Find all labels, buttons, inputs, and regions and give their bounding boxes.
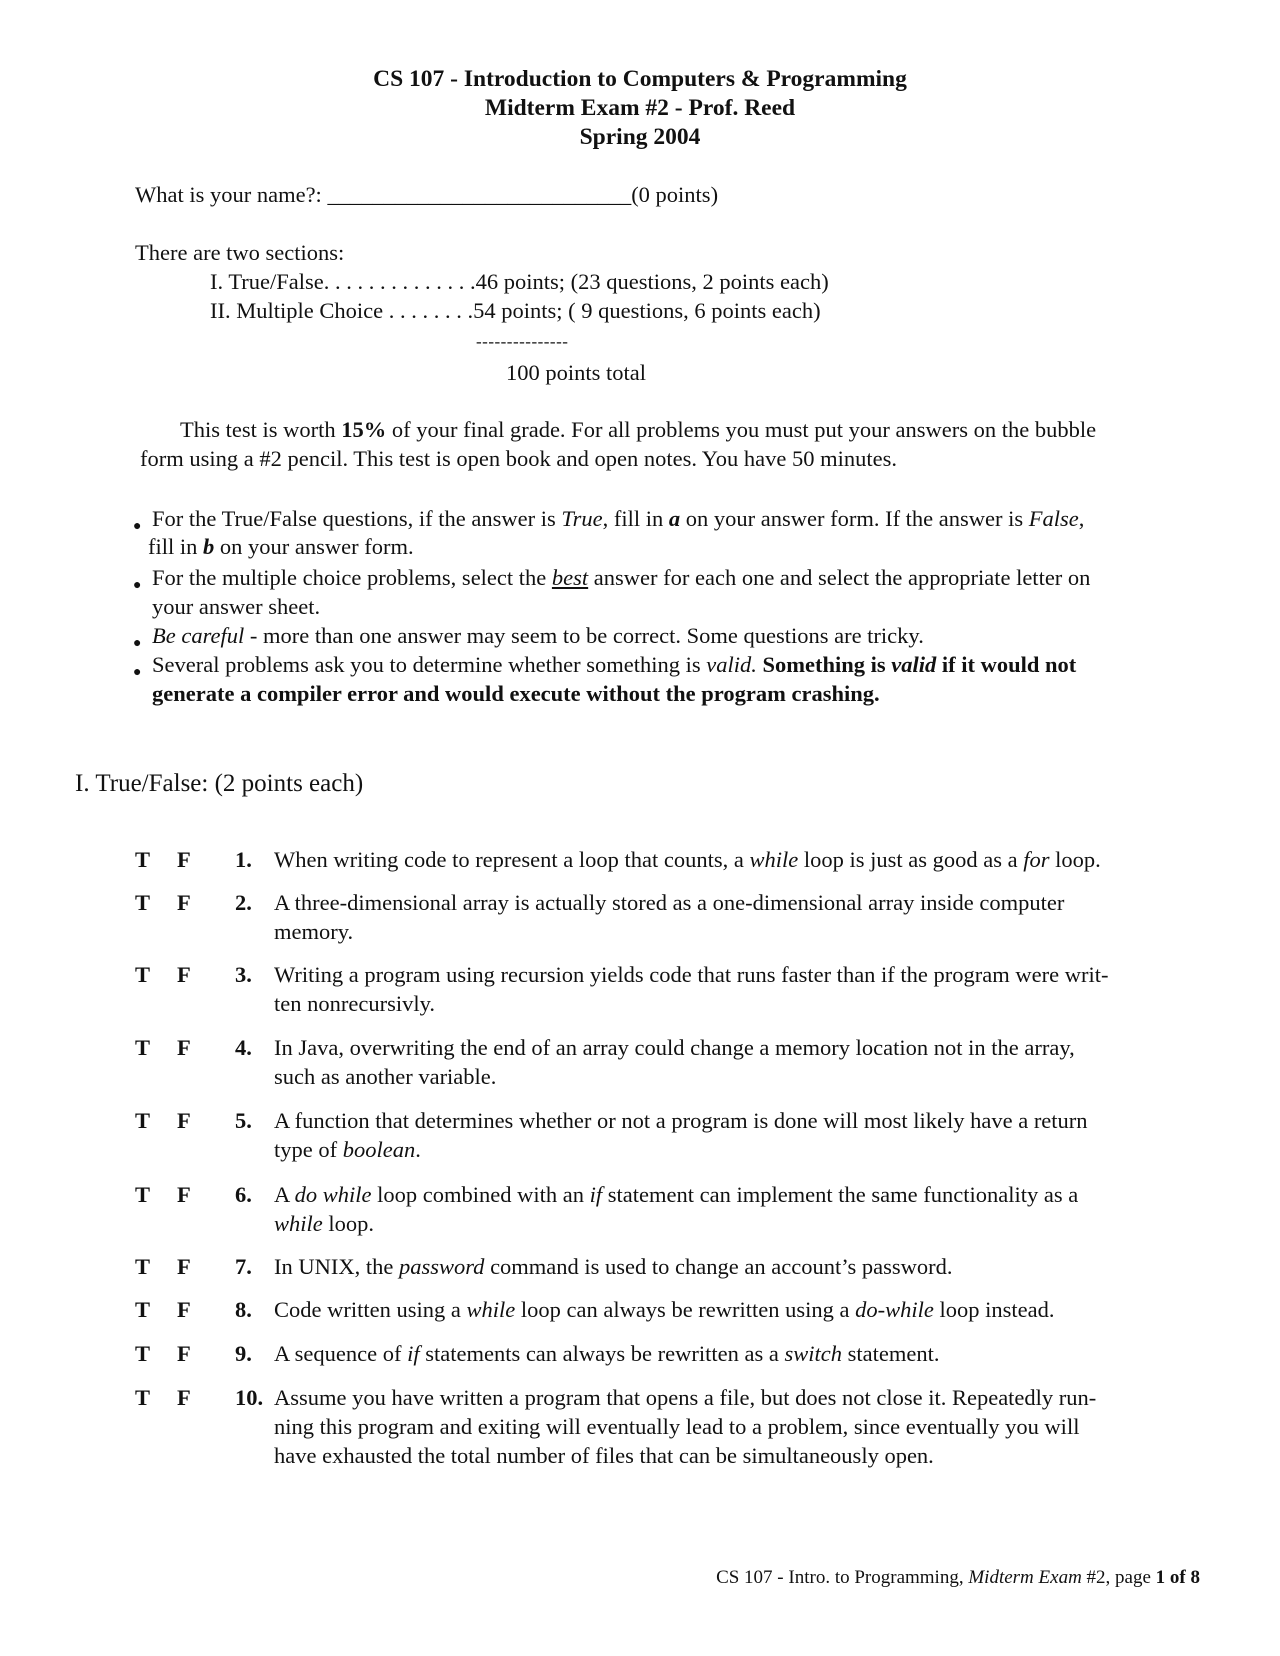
name-blank[interactable]: ___________________________ (327, 182, 632, 207)
question-number: 6. (235, 1182, 252, 1207)
name-label: What is your name?: (135, 182, 328, 207)
question-number: 1. (235, 847, 252, 872)
bullet-multiple-choice-cont: your answer sheet. (152, 594, 321, 619)
question-text: Writing a program using recursion yields code that runs faster than if the program were writ- (274, 962, 1109, 987)
true-option[interactable]: T (135, 1385, 151, 1410)
grade-weight: 15% (341, 417, 387, 442)
question-number: 9. (235, 1341, 252, 1366)
true-option[interactable]: T (135, 1341, 151, 1366)
true-option[interactable]: T (135, 1297, 151, 1322)
true-option[interactable]: T (135, 1254, 151, 1279)
question-text: ning this program and exiting will eventually lead to a problem, since eventually you will (274, 1414, 1080, 1439)
bullet-icon: ● (133, 636, 142, 651)
question-text: Code written using a while loop can always be rewritten using a do-while loop instead. (274, 1297, 1055, 1322)
total-points: 100 points total (506, 360, 646, 385)
name-points: (0 points) (631, 182, 719, 207)
exam-title-exam: Midterm Exam #2 - Prof. Reed (484, 95, 796, 121)
bullet-icon: ● (133, 519, 142, 534)
question-text: such as another variable. (274, 1064, 497, 1089)
question-number: 7. (235, 1254, 252, 1279)
bullet-multiple-choice: For the multiple choice problems, select the best answer for each one and select the appropriate letter on (152, 565, 1091, 590)
true-option[interactable]: T (135, 1108, 151, 1133)
false-option[interactable]: F (177, 847, 191, 872)
page-number: 1 of 8 (1155, 1567, 1200, 1588)
sections-intro: There are two sections: (135, 240, 345, 265)
true-option[interactable]: T (135, 962, 151, 987)
question-text: memory. (274, 919, 354, 944)
question-text: while loop. (274, 1211, 375, 1236)
exam-title-course: CS 107 - Introduction to Computers & Programming (373, 66, 907, 92)
section-heading-true-false: I. True/False: (2 points each) (75, 770, 364, 797)
true-option[interactable]: T (135, 890, 151, 915)
bullet-true-false: For the True/False questions, if the answer is True, fill in a on your answer form. If the answer is False, (152, 506, 1085, 531)
question-text: A do while loop combined with an if statement can implement the same functionality as a (274, 1182, 1079, 1207)
bullet-icon: ● (133, 578, 142, 593)
bullet-icon: ● (133, 665, 142, 680)
question-number: 2. (235, 890, 252, 915)
false-option[interactable]: F (177, 962, 191, 987)
name-prompt (135, 184, 718, 207)
bullet-true-false-cont: fill in b on your answer form. (148, 534, 414, 559)
total-separator: --------------- (476, 332, 569, 351)
question-number: 3. (235, 962, 252, 987)
true-option[interactable]: T (135, 1035, 151, 1060)
false-option[interactable]: F (177, 1254, 191, 1279)
false-option[interactable]: F (177, 1341, 191, 1366)
question-text: A three-dimensional array is actually stored as a one-dimensional array inside computer (274, 890, 1065, 915)
true-option[interactable]: T (135, 1182, 151, 1207)
question-number: 8. (235, 1297, 252, 1322)
question-text: have exhausted the total number of files that can be simultaneously open. (274, 1443, 934, 1468)
question-text: type of boolean. (274, 1137, 421, 1162)
false-option[interactable]: F (177, 1297, 191, 1322)
bullet-be-careful: Be careful - more than one answer may seem to be correct. Some questions are tricky. (152, 623, 924, 648)
exam-title-term: Spring 2004 (579, 124, 701, 150)
bullet-validity-cont: generate a compiler error and would execute without the program crashing. (152, 681, 880, 706)
question-number: 4. (235, 1035, 252, 1060)
page-footer: CS 107 - Intro. to Programming, Midterm Exam #2, page 1 of 8 (716, 1567, 1200, 1588)
question-text: ten nonrecursivly. (274, 991, 435, 1016)
instructions-line-2: form using a #2 pencil. This test is open book and open notes. You have 50 minutes. (140, 446, 898, 471)
question-text: When writing code to represent a loop that counts, a while loop is just as good as a for loop. (274, 847, 1101, 872)
false-option[interactable]: F (177, 1385, 191, 1410)
false-option[interactable]: F (177, 1182, 191, 1207)
question-number: 5. (235, 1108, 252, 1133)
true-option[interactable]: T (135, 847, 151, 872)
question-text: A sequence of if statements can always be rewritten as a switch statement. (274, 1341, 940, 1366)
question-text: In UNIX, the password command is used to change an account’s password. (274, 1254, 953, 1279)
section-summary-true-false: I. True/False. . . . . . . . . . . . . .46 points; (23 questions, 2 points each) (210, 269, 829, 294)
question-text: Assume you have written a program that opens a file, but does not close it. Repeatedly run- (274, 1385, 1097, 1410)
false-option[interactable]: F (177, 1035, 191, 1060)
question-text: In Java, overwriting the end of an array could change a memory location not in the array, (274, 1035, 1075, 1060)
question-number: 10. (235, 1385, 264, 1410)
instructions-line-1: This test is worth 15% of your final grade. For all problems you must put your answers on the bubble (180, 417, 1097, 442)
section-summary-multiple-choice: II. Multiple Choice . . . . . . . .54 points; ( 9 questions, 6 points each) (210, 298, 821, 323)
bullet-validity: Several problems ask you to determine whether something is valid. Something is valid if it would not (152, 652, 1077, 677)
question-text: A function that determines whether or not a program is done will most likely have a return (274, 1108, 1088, 1133)
false-option[interactable]: F (177, 1108, 191, 1133)
false-option[interactable]: F (177, 890, 191, 915)
